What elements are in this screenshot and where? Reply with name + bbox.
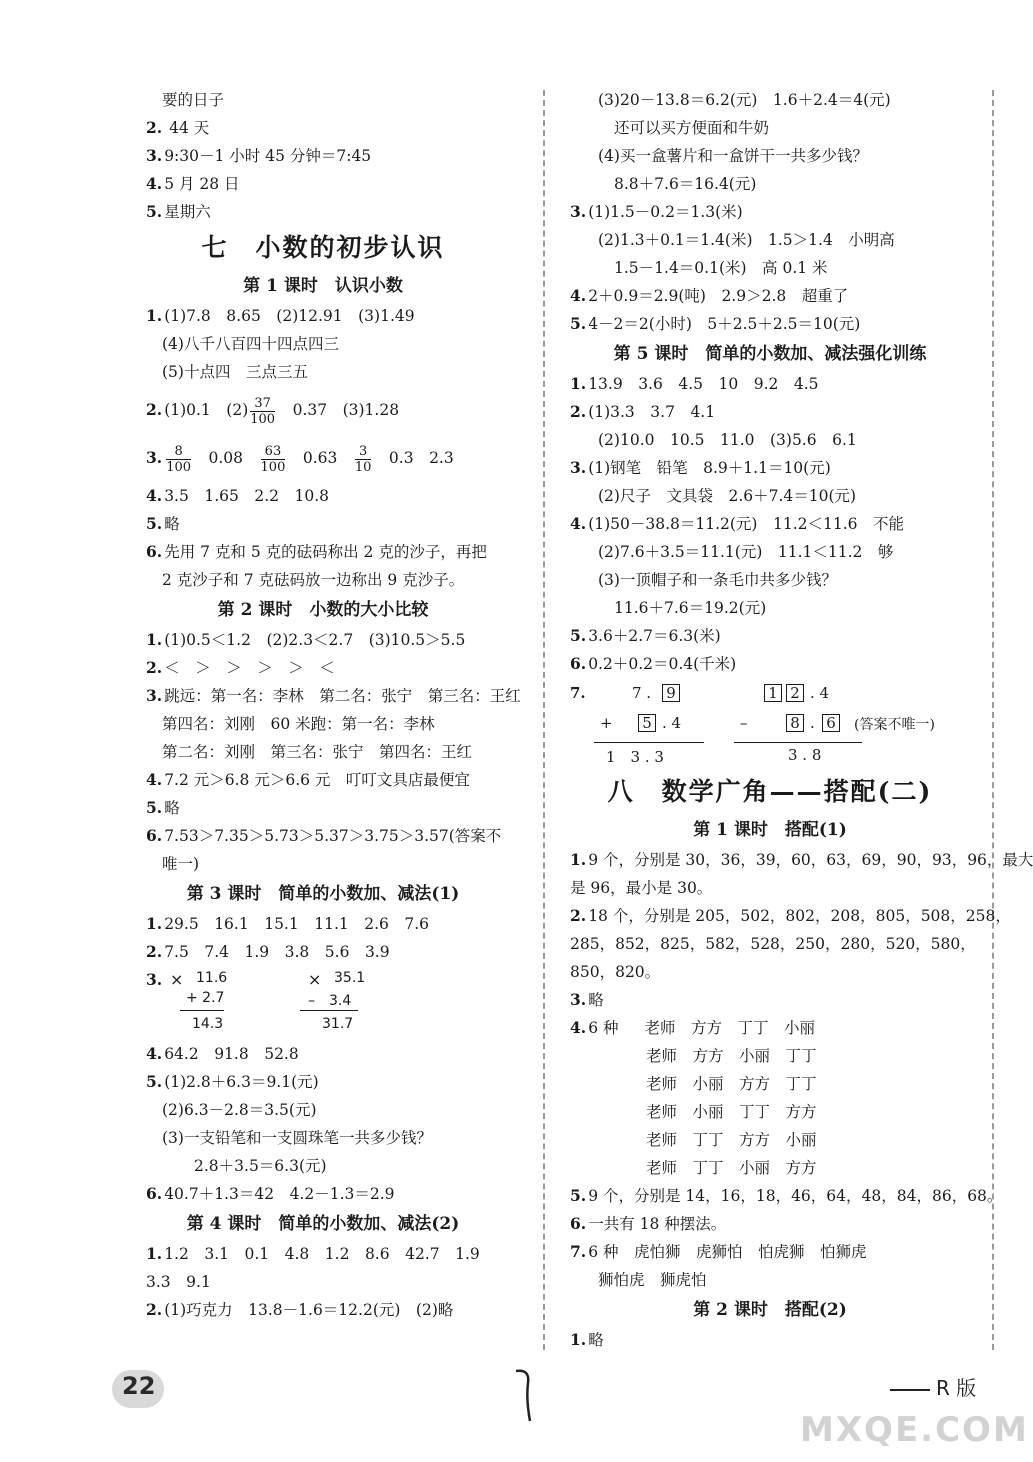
- calc-operator: +: [600, 714, 613, 732]
- answer-text: 7.2 元＞6.8 元＞6.6 元 叮叮文具店最便宜: [164, 771, 470, 789]
- item-number: 2.: [146, 1300, 163, 1319]
- answer-line: 285，852，825，582，528，250，280，520，580，: [570, 935, 976, 953]
- answer-line: [570, 282, 970, 310]
- answer-line: [118, 766, 528, 794]
- calc-operand: – 3.4: [308, 993, 352, 1009]
- answer-line: [118, 682, 528, 710]
- answer-text: 7.53＞7.35＞5.73＞5.37＞3.75＞3.57(答案不: [164, 827, 502, 845]
- answer-line: [118, 198, 528, 226]
- edition-dash: [890, 1389, 930, 1391]
- item-number: 3.: [146, 146, 163, 165]
- lesson-title: 第 1 课时 认识小数: [243, 276, 403, 296]
- calc-top: 35.1: [334, 970, 366, 986]
- calc-rule: [734, 742, 862, 743]
- answer-line: [118, 510, 528, 538]
- answer-line: [570, 510, 970, 538]
- page-number: 22: [122, 1372, 156, 1400]
- item-number: 5.: [146, 202, 163, 221]
- binding-hook-icon: [510, 1365, 540, 1425]
- answer-line: [118, 1068, 528, 1096]
- item-number: 4.: [570, 514, 587, 533]
- calc-rule: [180, 1010, 224, 1011]
- denominator: 100: [166, 459, 192, 475]
- numerator: 3: [355, 444, 372, 460]
- denominator: 100: [260, 459, 286, 475]
- answer-text: 9 个，分别是 14，16，18，46，64，48，84，86，68。: [588, 1187, 1003, 1205]
- item-number: 4.: [146, 770, 163, 789]
- answer-line: [118, 114, 528, 142]
- answer-line: (3)一支铅笔和一支圆珠笔一共多少钱？: [162, 1129, 432, 1147]
- answer-line: [570, 370, 970, 398]
- item-number: 1.: [146, 630, 163, 649]
- calc-result: 31.7: [322, 1016, 354, 1032]
- calc-rule: [300, 1010, 358, 1011]
- answer-text: (1)0.5＜1.2 (2)2.3＜2.7 (3)10.5＞5.5: [164, 631, 466, 649]
- numerator: 8: [166, 444, 191, 460]
- calc-rule: [594, 742, 704, 743]
- answer-text: (1)巧克力 13.8－1.6＝12.2(元) (2)略: [164, 1301, 454, 1319]
- arrangement-row: 老师 方方 小丽 丁丁: [646, 1047, 817, 1065]
- item-number: 7.: [570, 1242, 587, 1261]
- arrangement-row: 老师 小丽 方方 丁丁: [646, 1075, 817, 1093]
- answer-text: 0.08: [193, 449, 259, 467]
- item-number: 2.: [146, 400, 163, 419]
- answer-line: [570, 310, 970, 338]
- right-column: [570, 86, 1033, 1354]
- answer-text: 29.5 16.1 15.1 11.1 2.6 7.6: [164, 915, 430, 933]
- item-number: 4.: [146, 1044, 163, 1063]
- answer-text: 星期六: [164, 203, 211, 221]
- answer-text: (1)3.3 3.7 4.1: [588, 403, 716, 421]
- answer-line: (2)尺子 文具袋 2.6＋7.4＝10(元): [598, 487, 857, 505]
- answer-line: [118, 302, 528, 330]
- answer-text: (1)1.5－0.2＝1.3(米): [588, 203, 743, 221]
- answer-text: (1)50－38.8＝11.2(元) 11.2＜11.6 不能: [588, 515, 905, 533]
- answer-text: 略: [588, 1331, 604, 1349]
- answer-line: [118, 1180, 528, 1208]
- answer-text: 64.2 91.8 52.8: [164, 1045, 299, 1063]
- denominator: 10: [354, 459, 372, 475]
- item-number: 3.: [570, 202, 587, 221]
- item-number: 2.: [146, 118, 163, 137]
- wrong-mark: ×: [170, 970, 184, 989]
- answer-text: 18 个，分别是 205，502，802，208，805，508，258，: [588, 907, 1011, 925]
- item-number: 1.: [570, 850, 587, 869]
- answer-line: [118, 142, 528, 170]
- answer-line: [118, 626, 528, 654]
- item-number: 3.: [146, 448, 163, 467]
- column-divider: [543, 90, 545, 1350]
- filled-digit-box: 8: [786, 714, 804, 732]
- calc-operand: . 4: [662, 714, 682, 732]
- answer-line: (5)十点四 三点三五: [162, 363, 308, 381]
- decimal-point: .: [810, 714, 815, 732]
- numerator: 63: [261, 444, 286, 460]
- item-number: 2.: [570, 906, 587, 925]
- answer-text: 略: [164, 799, 180, 817]
- filled-digit-box: 2: [786, 684, 804, 702]
- answer-text: (1)0.1 (2): [164, 401, 249, 419]
- answer-line: 要的日子: [162, 91, 225, 109]
- answer-line: [570, 902, 1011, 930]
- answer-line: (4)买一盒薯片和一盒饼干一共多少钱？: [598, 147, 868, 165]
- answer-line: [570, 1326, 970, 1354]
- answer-line: [118, 822, 528, 850]
- answer-text: 0.2＋0.2＝0.4(千米): [588, 655, 737, 673]
- answer-line: 狮怕虎 狮虎怕: [598, 1271, 707, 1289]
- answer-line: [118, 482, 528, 510]
- answer-line: (2)10.0 10.5 11.0 (3)5.6 6.1: [598, 431, 857, 449]
- answer-line: [118, 654, 528, 682]
- item-number: 5.: [146, 798, 163, 817]
- arrangement-row: 老师 丁丁 小丽 方方: [646, 1159, 817, 1177]
- answer-text: (1)2.8＋6.3＝9.1(元): [164, 1073, 319, 1091]
- answer-line: [570, 846, 1033, 874]
- numerator: 37: [250, 396, 275, 412]
- answer-line: [118, 938, 528, 966]
- answer-line: 2 克沙子和 7 克砝码放一边称出 9 克沙子。: [162, 571, 465, 589]
- answer-line: [118, 386, 528, 434]
- item-number: 4.: [146, 486, 163, 505]
- item-number: 4.: [570, 1018, 587, 1037]
- page-edge-divider: [992, 90, 994, 1350]
- answer-text: 13.9 3.6 4.5 10 9.2 4.5: [588, 375, 819, 393]
- answer-text: 跳远：第一名：李林 第二名：张宁 第三名：王红: [164, 687, 521, 705]
- answer-line: 850，820。: [570, 963, 661, 981]
- answer-line: [570, 454, 970, 482]
- answer-text: 3.5 1.65 2.2 10.8: [164, 487, 330, 505]
- answer-line: 1.5－1.4＝0.1(米) 高 0.1 米: [614, 259, 828, 277]
- answer-line: 还可以买方便面和牛奶: [614, 119, 770, 137]
- answer-line: 3.3 9.1: [146, 1273, 211, 1291]
- answer-note: (答案不唯一): [854, 717, 935, 733]
- answer-text: 3.6＋2.7＝6.3(米): [588, 627, 721, 645]
- answer-line: 唯一): [162, 855, 200, 873]
- item-number: 6.: [570, 1214, 587, 1233]
- answer-text: 5 月 28 日: [164, 175, 240, 193]
- answer-line: [118, 538, 528, 566]
- wrong-mark: ×: [308, 970, 322, 989]
- item-number: 1.: [146, 306, 163, 325]
- answer-line: [118, 1240, 528, 1268]
- filled-digit-box: 5: [638, 714, 656, 732]
- answer-line: 是 96，最小是 30。: [570, 879, 713, 897]
- lesson-title: 第 5 课时 简单的小数加、减法强化训练: [613, 344, 927, 364]
- chapter-title: 八 数学广角——搭配(二): [607, 777, 933, 806]
- answer-text: 44 天: [164, 119, 210, 137]
- answer-line: [570, 398, 970, 426]
- answer-text: (1)钢笔 铅笔 8.9＋1.1＝10(元): [588, 459, 831, 477]
- fraction: [250, 396, 275, 427]
- item-number: 5.: [570, 1186, 587, 1205]
- item-number: 2.: [146, 658, 163, 677]
- calc-result: 1 3 . 3: [606, 748, 664, 766]
- denominator: 100: [250, 411, 276, 427]
- answer-line: [570, 650, 970, 678]
- answer-line: [118, 434, 528, 482]
- lesson-title: 第 3 课时 简单的小数加、减法(1): [186, 884, 460, 904]
- item-number: 3.: [146, 970, 163, 989]
- calc-result: 14.3: [192, 1016, 224, 1032]
- item-number: 6.: [146, 1184, 163, 1203]
- answer-text: 先用 7 克和 5 克的砝码称出 2 克的沙子，再把: [164, 543, 487, 561]
- answer-line: [570, 1014, 970, 1042]
- answer-text: 一共有 18 种摆法。: [588, 1215, 727, 1233]
- item-number: 3.: [570, 458, 587, 477]
- item-number: 3.: [146, 686, 163, 705]
- item-number: 2.: [570, 402, 587, 421]
- item-number: 7.: [570, 684, 586, 702]
- filled-digit-box: 6: [822, 714, 840, 732]
- item-number: 5.: [146, 1072, 163, 1091]
- answer-text: 9 个，分别是 30，36，39，60，63，69，90，93，96，最大: [588, 851, 1033, 869]
- filled-digit-box: 1: [764, 684, 782, 702]
- item-number: 6.: [146, 826, 163, 845]
- item-number: 4.: [146, 174, 163, 193]
- calc-operand: + 2.7: [186, 990, 225, 1006]
- vertical-calculation: [118, 966, 528, 1040]
- watermark: MXQE.COM: [800, 1410, 1029, 1450]
- item-number: 5.: [146, 514, 163, 533]
- answer-line: [118, 1040, 528, 1068]
- answer-line: (2)7.6＋3.5＝11.1(元) 11.1＜11.2 够: [598, 543, 894, 561]
- answer-text: (1)7.8 8.65 (2)12.91 (3)1.49: [164, 307, 415, 325]
- answer-line: 第二名：刘刚 第三名：张宁 第四名：王红: [162, 743, 473, 761]
- answer-line: [570, 1238, 970, 1266]
- answer-text: 0.63: [287, 449, 353, 467]
- calc-result: 3 . 8: [788, 746, 822, 764]
- answer-text: 略: [164, 515, 180, 533]
- item-number: 6.: [146, 542, 163, 561]
- lesson-title: 第 1 课时 搭配(1): [693, 820, 847, 840]
- answer-text: 0.3 2.3: [373, 449, 454, 467]
- arrangement-row: 老师 小丽 丁丁 方方: [646, 1103, 817, 1121]
- item-number: 5.: [570, 314, 587, 333]
- chapter-title: 七 小数的初步认识: [201, 233, 445, 262]
- answer-text: 9:30－1 小时 45 分钟＝7:45: [164, 147, 372, 165]
- answer-text: 2＋0.9＝2.9(吨) 2.9＞2.8 超重了: [588, 287, 849, 305]
- answer-text: 略: [588, 991, 604, 1009]
- item-number: 1.: [570, 1330, 587, 1349]
- answer-line: (3)一顶帽子和一条毛巾共多少钱？: [598, 571, 837, 589]
- item-number: 1.: [570, 374, 587, 393]
- answer-text: 0.37 (3)1.28: [277, 401, 400, 419]
- edition-label: [890, 1372, 976, 1401]
- lesson-title: 第 2 课时 搭配(2): [693, 1300, 847, 1320]
- calc-top: 11.6: [196, 970, 228, 986]
- digit-puzzle: [570, 678, 970, 770]
- arrangement-row: 老师 丁丁 方方 小丽: [646, 1131, 817, 1149]
- item-number: 6.: [570, 654, 587, 673]
- answer-text: 6 种 虎怕狮 虎狮怕 怕虎狮 怕狮虎: [588, 1243, 867, 1261]
- answer-line: [118, 170, 528, 198]
- answer-line: [118, 910, 528, 938]
- item-number: 3.: [570, 990, 587, 1009]
- answer-text: 1.2 3.1 0.1 4.8 1.2 8.6 42.7 1.9: [164, 1245, 480, 1263]
- item-number: 4.: [570, 286, 587, 305]
- calc-operator: –: [740, 714, 748, 732]
- answer-line: [570, 1182, 1003, 1210]
- fraction: [355, 444, 372, 475]
- item-number: 1.: [146, 914, 163, 933]
- answer-line: [570, 986, 970, 1014]
- answer-line: (2)1.3＋0.1＝1.4(米) 1.5＞1.4 小明高: [598, 231, 895, 249]
- answer-line: (4)八千八百四十四点四三: [162, 335, 339, 353]
- answer-text: 7.5 7.4 1.9 3.8 5.6 3.9: [164, 943, 390, 961]
- filled-digit-box: 9: [662, 684, 680, 702]
- answer-text: 4－2＝2(小时) 5＋2.5＋2.5＝10(元): [588, 315, 861, 333]
- answer-line: [570, 622, 970, 650]
- item-number: 5.: [570, 626, 587, 645]
- item-number: 2.: [146, 942, 163, 961]
- answer-line: [118, 1296, 528, 1324]
- calc-top: . 4: [810, 684, 830, 702]
- lesson-title: 第 2 课时 小数的大小比较: [217, 600, 429, 620]
- answer-line: (3)20－13.8＝6.2(元) 1.6＋2.4＝4(元): [598, 91, 891, 109]
- answer-text: ＜ ＞ ＞ ＞ ＞ ＜: [164, 659, 335, 677]
- left-column: [118, 86, 528, 1324]
- answer-line: [118, 794, 528, 822]
- answer-line: 11.6＋7.6＝19.2(元): [614, 599, 767, 617]
- answer-line: 第四名：刘刚 60 米跑：第一名：李林: [162, 715, 435, 733]
- fraction: [166, 444, 191, 475]
- answer-line: 8.8＋7.6＝16.4(元): [614, 175, 757, 193]
- arrangement-row: 老师 方方 丁丁 小丽: [644, 1019, 815, 1037]
- lesson-title: 第 4 课时 简单的小数加、减法(2): [186, 1214, 460, 1234]
- answer-text: 6 种: [588, 1019, 619, 1037]
- answer-line: (2)6.3－2.8＝3.5(元): [162, 1101, 317, 1119]
- item-number: 1.: [146, 1244, 163, 1263]
- answer-text: 40.7＋1.3＝42 4.2－1.3＝2.9: [164, 1185, 395, 1203]
- edition-text: R 版: [936, 1376, 977, 1400]
- calc-top: 7 .: [632, 684, 652, 702]
- answer-line: [570, 198, 970, 226]
- fraction: [261, 444, 286, 475]
- answer-line: [570, 1210, 970, 1238]
- answer-line: 2.8＋3.5＝6.3(元): [194, 1157, 327, 1175]
